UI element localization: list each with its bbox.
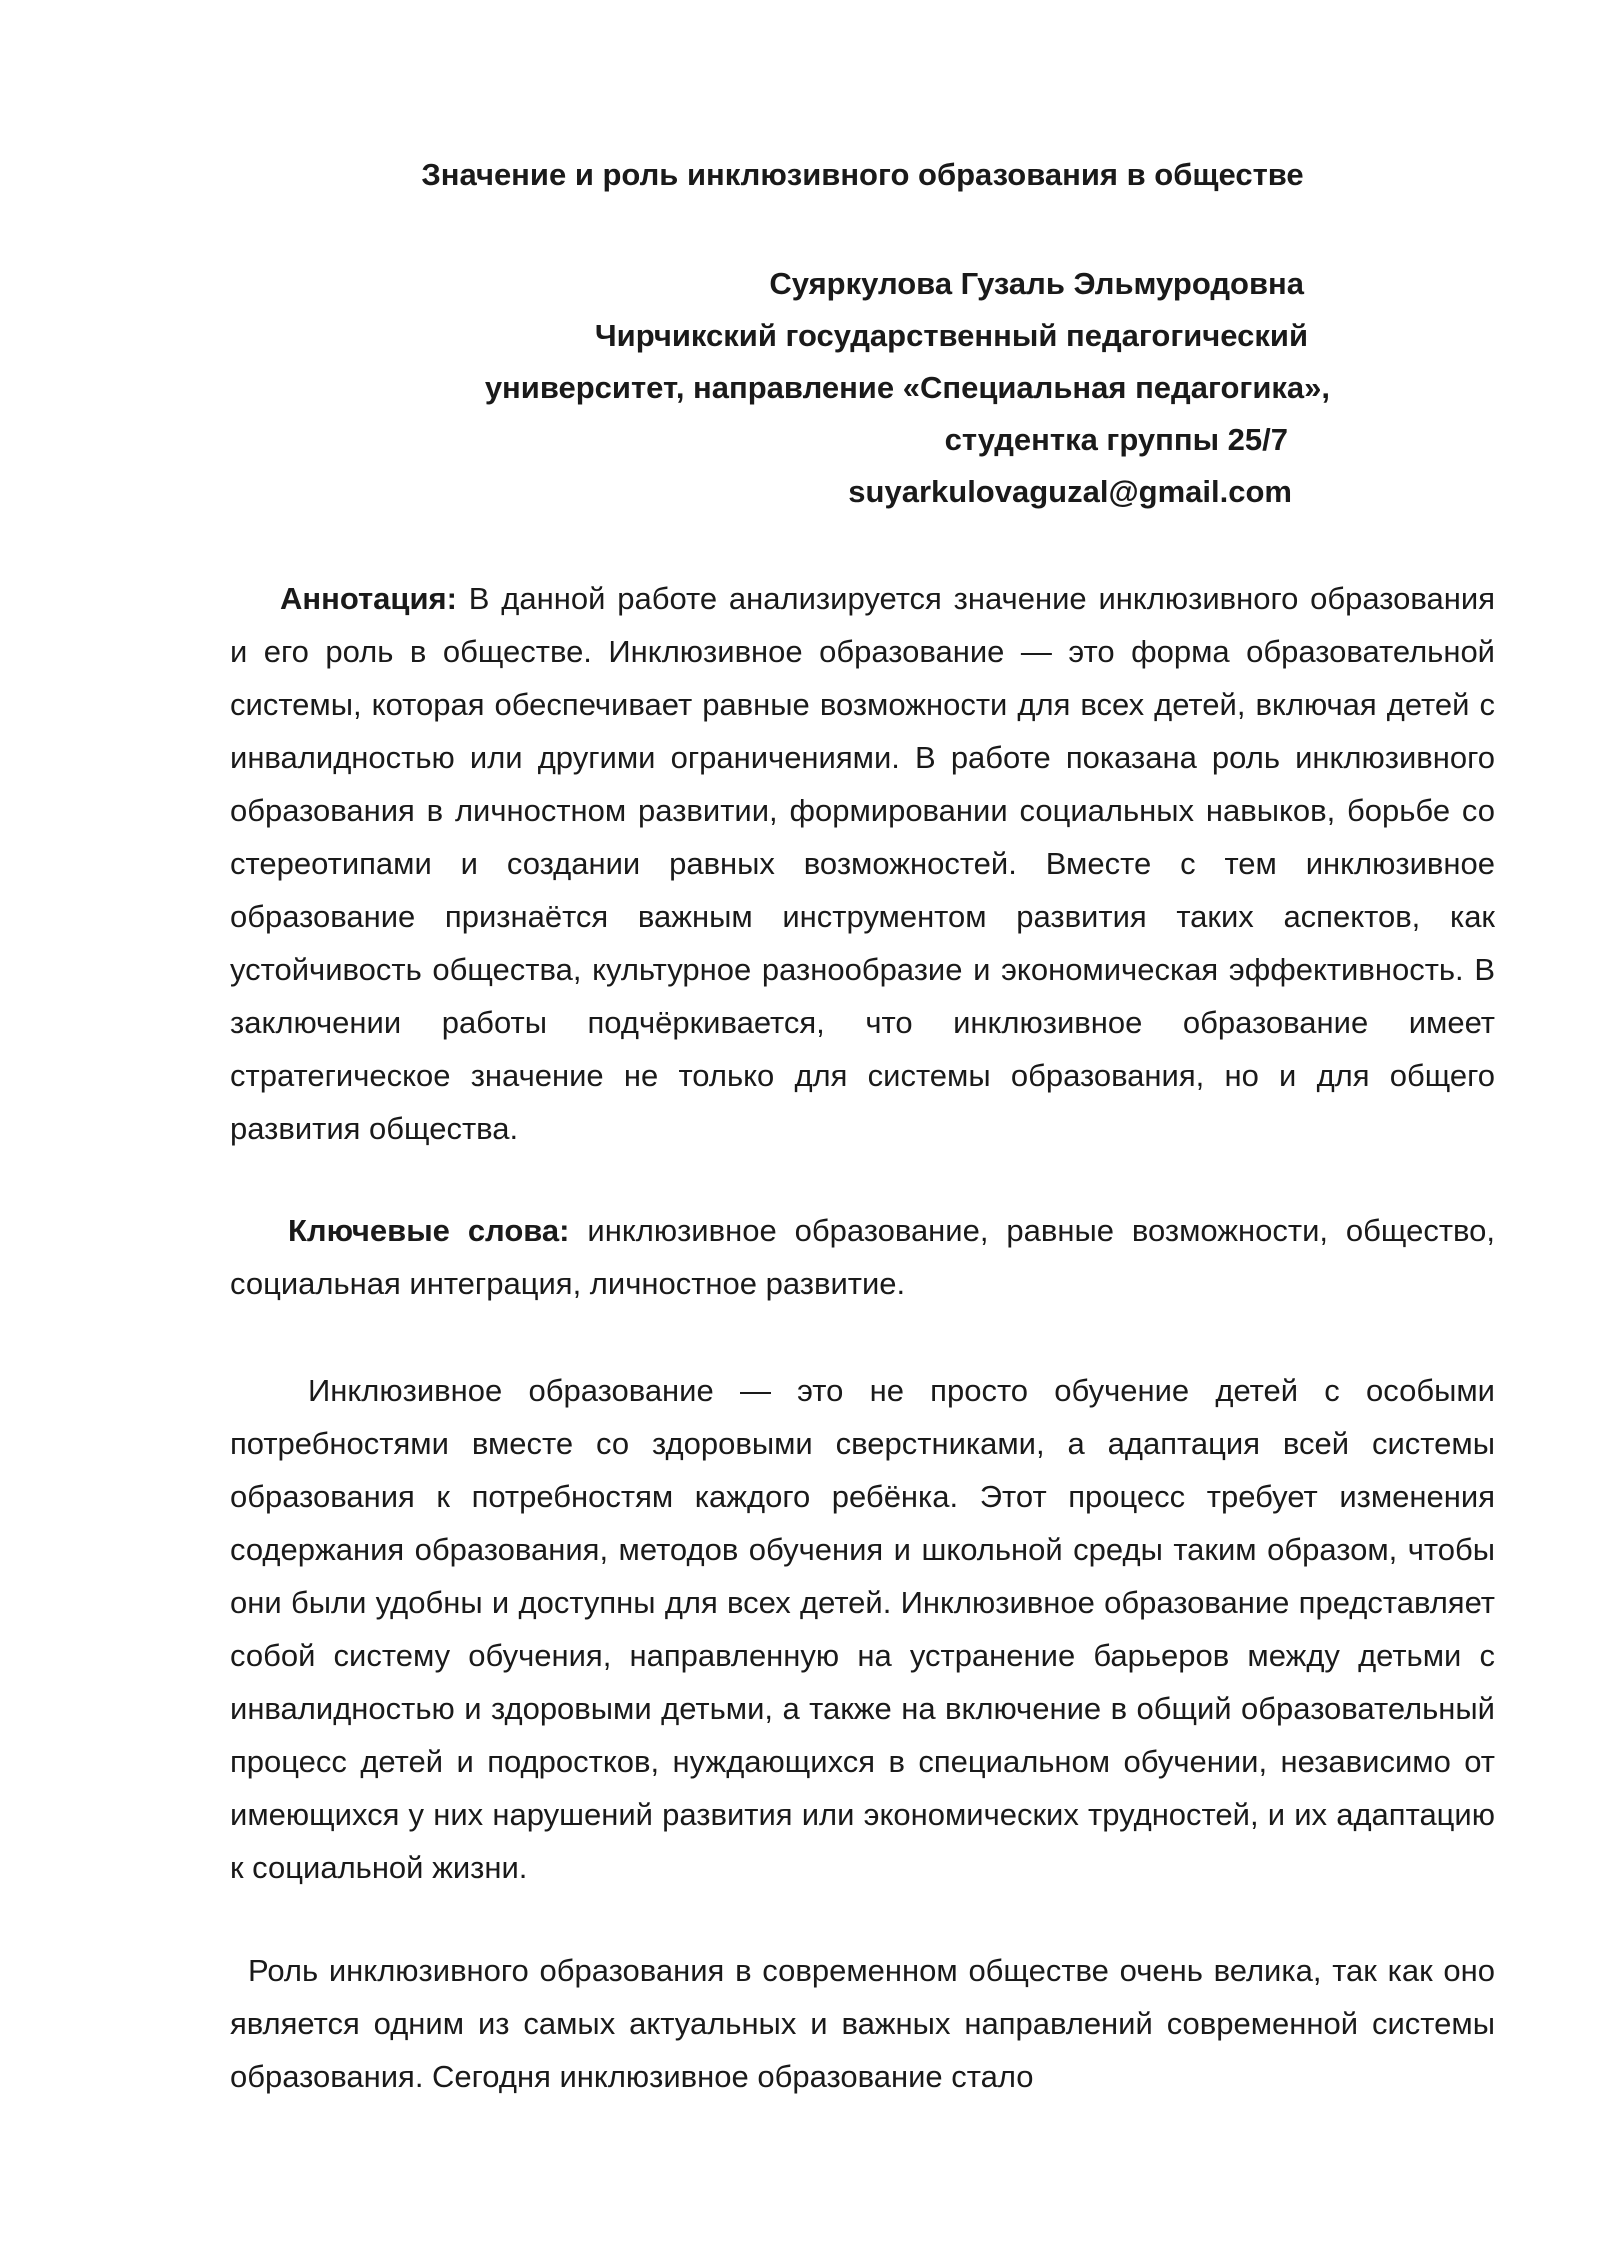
abstract-section bbox=[230, 572, 1495, 1155]
body-paragraph-1 bbox=[230, 1364, 1495, 1894]
keywords-section bbox=[230, 1204, 1495, 1310]
body-paragraph-2 bbox=[230, 1944, 1495, 2103]
abstract-text: В данной работе анализируется значение инклюзивного образования и его роль в обществе. Инклюзивное образование — это форма образовательной системы, которая обеспечивает равные возможности для всех детей, включая детей с инвалидностью или другими ограничениями. В работе показана роль инклюзивного образования в личностном развитии, формировании социальных навыков, борьбе со стереотипами и создании равных возможностей. Вместе с тем инклюзивное образование признаётся важным инструментом развития таких аспектов, как устойчивость общества, культурное разнообразие и экономическая эффективность. В заключении работы подчёркивается, что инклюзивное образование имеет стратегическое значение не только для системы образования, но и для общего развития общества. bbox=[230, 581, 1495, 1146]
author-email: suyarkulovaguzal@gmail.com bbox=[848, 474, 1292, 509]
abstract-label: Аннотация: bbox=[280, 581, 457, 616]
article-title: Значение и роль инклюзивного образования в обществе bbox=[421, 157, 1304, 192]
keywords-paragraph bbox=[230, 1204, 1495, 1310]
keywords-label: Ключевые слова: bbox=[288, 1213, 570, 1248]
author-name: Суяркулова Гузаль Эльмуродовна bbox=[769, 266, 1304, 301]
author-info bbox=[230, 258, 1330, 518]
author-affiliation-line1: Чирчикский государственный педагогический bbox=[594, 318, 1308, 353]
author-group: студентка группы 25/7 bbox=[944, 422, 1288, 457]
keywords-text: инклюзивное образование, равные возможности, общество, социальная интеграция, личностное развитие. bbox=[230, 1213, 1495, 1301]
paragraph-text: Роль инклюзивного образования в современном обществе очень велика, так как оно является одним из самых актуальных и важных направлений современной системы образования. Сегодня инклюзивное образование стало bbox=[230, 1953, 1495, 2094]
abstract-paragraph bbox=[230, 572, 1495, 1155]
author-affiliation-line2: университет, направление «Специальная педагогика», bbox=[484, 370, 1330, 405]
paragraph-text: Инклюзивное образование — это не просто обучение детей с особыми потребностями вместе со здоровыми сверстниками, а адаптация всей системы образования к потребностям каждого ребёнка. Этот процесс требует изменения содержания образования, методов обучения и школьной среды таким образом, чтобы они были удобны и доступны для всех детей. Инклюзивное образование представляет собой систему обучения, направленную на устранение барьеров между детьми с инвалидностью и здоровыми детьми, а также на включение в общий образовательный процесс детей и подростков, нуждающихся в специальном обучении, независимо от имеющихся у них нарушений развития или экономических трудностей, и их адаптацию к социальной жизни. bbox=[230, 1373, 1495, 1885]
